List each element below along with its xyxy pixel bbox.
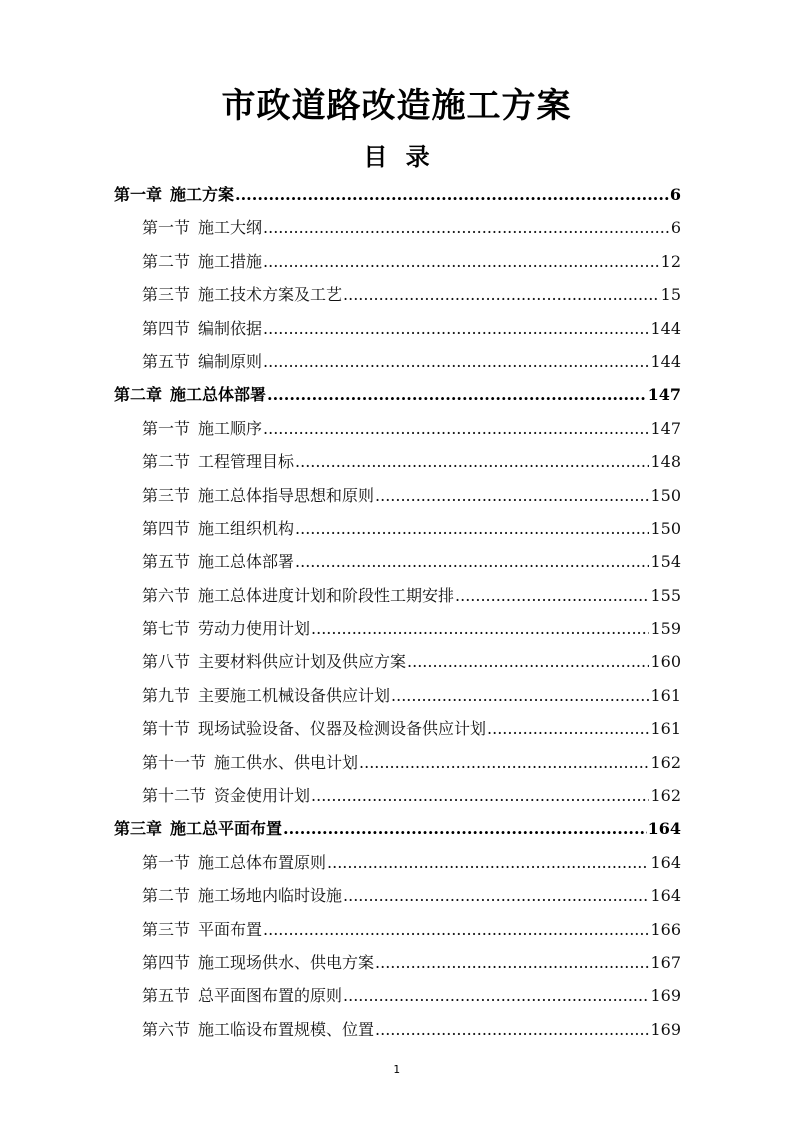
toc-chapter-3[interactable]: [114, 812, 681, 845]
toc-number: 第一节: [142, 218, 191, 238]
toc-number: 第二章: [114, 385, 163, 405]
leader-dots: [263, 345, 649, 378]
toc-text: 主要材料供应计划及供应方案: [198, 652, 407, 672]
toc-number: 第十节: [142, 719, 191, 739]
toc-page: 166: [650, 919, 681, 939]
toc-number: 第五节: [142, 552, 191, 572]
toc-page: 144: [650, 318, 681, 338]
toc-page: 15: [660, 285, 681, 305]
toc-number: 第三节: [142, 919, 191, 939]
toc-section[interactable]: [114, 846, 681, 879]
toc-text: 施工供水、供电计划: [214, 752, 359, 772]
leader-dots: [343, 879, 649, 912]
toc-text: 施工临设布置规模、位置: [198, 1019, 375, 1039]
toc-text: 施工总体指导思想和原则: [198, 485, 375, 505]
toc-number: 第三节: [142, 485, 191, 505]
toc-number: 第一章: [114, 185, 163, 204]
toc-text: 施工总体部署: [198, 552, 295, 572]
toc-number: 第十二节: [142, 786, 207, 806]
toc-section[interactable]: [114, 946, 681, 979]
toc-number: 第二节: [142, 886, 191, 906]
toc-section[interactable]: [114, 412, 681, 445]
toc-text: 主要施工机械设备供应计划: [198, 685, 391, 705]
toc-number: 第二节: [142, 251, 191, 271]
toc-text: 施工顺序: [198, 418, 263, 438]
toc-text: 施工总体部署: [170, 385, 267, 405]
toc-text: 施工技术方案及工艺: [198, 285, 343, 305]
toc-number: 第三节: [142, 285, 191, 305]
toc-number: 第八节: [142, 652, 191, 672]
toc-page: 147: [650, 418, 681, 438]
toc-page: 161: [650, 685, 681, 705]
toc-text: 编制原则: [198, 351, 263, 371]
toc-number: 第六节: [142, 585, 191, 605]
toc-page: 144: [650, 351, 681, 371]
toc-text: 编制依据: [198, 318, 263, 338]
toc-section[interactable]: [114, 712, 681, 745]
toc-section[interactable]: [114, 879, 681, 912]
leader-dots: [267, 378, 647, 411]
toc-text: 工程管理目标: [198, 452, 295, 472]
toc-page: 159: [650, 619, 681, 639]
toc-section[interactable]: [114, 512, 681, 545]
toc-section[interactable]: [114, 312, 681, 345]
toc-number: 第九节: [142, 685, 191, 705]
toc-page: 147: [647, 385, 681, 405]
leader-dots: [407, 645, 649, 678]
leader-dots: [263, 245, 660, 278]
leader-dots: [263, 312, 649, 345]
toc-section[interactable]: [114, 746, 681, 779]
toc-text: 施工大纲: [198, 218, 263, 238]
toc-page: 155: [650, 585, 681, 605]
toc-page: 164: [647, 819, 681, 839]
toc-section[interactable]: [114, 245, 681, 278]
toc-section[interactable]: [114, 679, 681, 712]
toc-page: 169: [650, 1019, 681, 1039]
toc-text: 现场试验设备、仪器及检测设备供应计划: [198, 719, 487, 739]
leader-dots: [375, 479, 649, 512]
document-title: 市政道路改造施工方案: [221, 86, 572, 126]
toc-section[interactable]: [114, 779, 681, 812]
leader-dots: [263, 412, 649, 445]
toc-page: 169: [650, 986, 681, 1006]
toc-number: 第十一节: [142, 752, 207, 772]
toc-section[interactable]: [114, 579, 681, 612]
toc-text: 施工措施: [198, 251, 263, 271]
toc-page: 164: [650, 886, 681, 906]
toc-chapter-1[interactable]: [114, 178, 681, 211]
toc-page: 150: [650, 485, 681, 505]
toc-section[interactable]: [114, 211, 681, 244]
toc-number: 第三章: [114, 819, 163, 839]
leader-dots: [327, 846, 649, 879]
toc-text: 施工总体进度计划和阶段性工期安排: [198, 585, 455, 605]
toc-text: 平面布置: [198, 919, 263, 939]
toc-text: 施工方案: [170, 185, 235, 204]
leader-dots: [263, 211, 670, 244]
toc-page: 162: [650, 752, 681, 772]
leader-dots: [311, 612, 649, 645]
toc-number: 第二节: [142, 452, 191, 472]
leader-dots: [375, 946, 649, 979]
toc-page: 148: [650, 452, 681, 472]
leader-dots: [343, 278, 660, 311]
toc-section[interactable]: [114, 612, 681, 645]
toc-number: 第一节: [142, 418, 191, 438]
toc-number: 第四节: [142, 318, 191, 338]
toc-page: 154: [650, 552, 681, 572]
toc-text: 总平面图布置的原则: [198, 986, 343, 1006]
toc-number: 第四节: [142, 952, 191, 972]
toc-section[interactable]: [114, 979, 681, 1012]
toc-page: 6: [670, 218, 681, 238]
toc-chapter-2[interactable]: [114, 378, 681, 411]
toc-text: 施工现场供水、供电方案: [198, 952, 375, 972]
toc-heading: 目 录: [363, 143, 430, 171]
toc-page: 167: [650, 952, 681, 972]
toc-section[interactable]: [114, 345, 681, 378]
toc-text: 施工总平面布置: [170, 819, 283, 839]
toc-text: 劳动力使用计划: [198, 619, 311, 639]
toc-text: 施工场地内临时设施: [198, 886, 343, 906]
toc-section[interactable]: [114, 479, 681, 512]
leader-dots: [455, 579, 649, 612]
toc-page: 12: [660, 251, 681, 271]
table-of-contents: [114, 178, 681, 1046]
leader-dots: [235, 178, 669, 211]
toc-number: 第一节: [142, 852, 191, 872]
toc-number: 第四节: [142, 518, 191, 538]
toc-page: 6: [669, 185, 681, 204]
toc-number: 第五节: [142, 351, 191, 371]
leader-dots: [295, 445, 649, 478]
leader-dots: [263, 913, 649, 946]
leader-dots: [295, 545, 649, 578]
toc-section[interactable]: [114, 545, 681, 578]
toc-number: 第五节: [142, 986, 191, 1006]
toc-text: 施工总体布置原则: [198, 852, 327, 872]
leader-dots: [295, 512, 649, 545]
leader-dots: [487, 712, 649, 745]
toc-number: 第六节: [142, 1019, 191, 1039]
toc-number: 第七节: [142, 619, 191, 639]
toc-section[interactable]: [114, 445, 681, 478]
toc-section[interactable]: [114, 645, 681, 678]
leader-dots: [311, 779, 649, 812]
toc-page: 160: [650, 652, 681, 672]
toc-section[interactable]: [114, 278, 681, 311]
leader-dots: [391, 679, 649, 712]
toc-section[interactable]: [114, 1013, 681, 1046]
toc-section[interactable]: [114, 913, 681, 946]
toc-page: 162: [650, 786, 681, 806]
toc-text: 施工组织机构: [198, 518, 295, 538]
toc-text: 资金使用计划: [214, 786, 311, 806]
toc-page: 164: [650, 852, 681, 872]
toc-page: 161: [650, 719, 681, 739]
leader-dots: [359, 746, 649, 779]
leader-dots: [375, 1013, 649, 1046]
toc-page: 150: [650, 518, 681, 538]
leader-dots: [283, 812, 647, 845]
leader-dots: [343, 979, 649, 1012]
page-number: 1: [393, 1063, 400, 1076]
